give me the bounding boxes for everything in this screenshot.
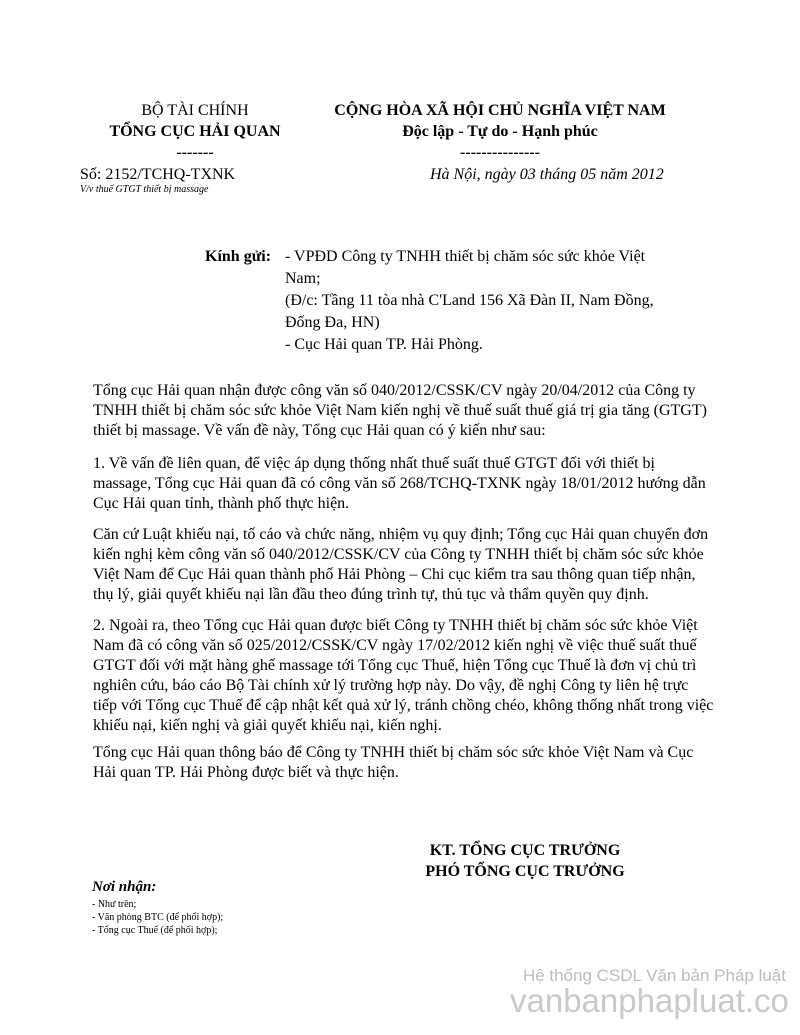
- signature-position: PHÓ TỔNG CỤC TRƯỞNG: [425, 863, 625, 880]
- department-name: TỔNG CỤC HẢI QUAN: [109, 123, 281, 140]
- national-heading: [300, 100, 700, 163]
- paragraph-line: khiếu nại, kiến nghị và giải quyết khiếu nại, kiến nghị.: [93, 717, 442, 734]
- paragraph-line: Tổng cục Hải quan nhận được công văn số 040/2012/CSSK/CV ngày 20/04/2012 của Công ty: [93, 382, 696, 399]
- paragraph-line: TNHH thiết bị chăm sóc sức khỏe Việt Nam kiến nghị về thuế suất thuế giá trị gia tăng (GTGT): [93, 402, 707, 419]
- paragraph-line: 2. Ngoài ra, theo Tổng cục Hải quan được biết Công ty TNHH thiết bị chăm sóc sức khỏe Việt: [93, 617, 698, 634]
- recipient-line: - VPĐD Công ty TNHH thiết bị chăm sóc sức khỏe Việt: [285, 248, 646, 265]
- paragraph-line: 1. Về vấn đề liên quan, để việc áp dụng thống nhất thuế suất thuế GTGT đối với thiết bị: [93, 455, 655, 472]
- receivers-title: Nơi nhận:: [92, 879, 157, 895]
- paragraph-line: thiết bị massage. Về vấn đề này, Tổng cục Hải quan có ý kiến như sau:: [93, 422, 546, 439]
- recipient-line: - Cục Hải quan TP. Hải Phòng.: [285, 336, 483, 353]
- receiver-item: - Như trên;: [92, 899, 137, 910]
- document-number: Số: 2152/TCHQ-TXNK: [80, 166, 236, 183]
- paragraph-line: Cục Hải quan tỉnh, thành phố thực hiện.: [93, 495, 350, 512]
- paragraph-line: Việt Nam để Cục Hải quan thành phố Hải Phòng – Chi cục kiểm tra sau thông quan tiếp nhận,: [93, 566, 696, 583]
- point-2-paragraph: [93, 616, 713, 736]
- basis-paragraph: [93, 525, 713, 605]
- signature-title: KT. TỔNG CỤC TRƯỞNG: [429, 842, 621, 859]
- recipients-label: Kính gửi:: [205, 248, 272, 265]
- paragraph-line: Tổng cục Hải quan thông báo để Công ty TNHH thiết bị chăm sóc sức khỏe Việt Nam và Cục: [93, 744, 694, 761]
- paragraph-line: nghiên cứu, báo cáo Bộ Tài chính xử lý trường hợp này. Do vậy, đề nghị Công ty liên hệ trực: [93, 677, 689, 694]
- watermark-site: vanbanphapluat.co: [510, 982, 789, 1019]
- recipients-list: [285, 246, 705, 356]
- ministry-name: BỘ TÀI CHÍNH: [141, 102, 249, 119]
- paragraph-line: tiếp với Tổng cục Thuế để cập nhật kết quả xử lý, tránh chồng chéo, không thống nhất trong việc: [93, 697, 714, 714]
- intro-paragraph: [93, 381, 713, 441]
- closing-paragraph: [93, 743, 713, 783]
- paragraph-line: Nam đã có công văn số 025/2012/CSSK/CV ngày 17/02/2012 kiến nghị về việc thuế suất thuế: [93, 637, 697, 654]
- motto-divider: ---------------: [460, 144, 540, 161]
- place-date: Hà Nội, ngày 03 tháng 05 năm 2012: [430, 166, 664, 183]
- issuer-block: [80, 100, 310, 163]
- paragraph-line: GTGT đối với mặt hàng ghế massage tới Tổng cục Thuế, hiện Tổng cục Thuế là đơn vị chủ trì: [93, 657, 697, 674]
- recipient-line: (Đ/c: Tầng 11 tòa nhà C'Land 156 Xã Đàn II, Nam Đồng,: [285, 292, 654, 309]
- issuer-divider: -------: [176, 144, 214, 161]
- watermark-caption: Hệ thống CSDL Văn bản Pháp luật: [522, 966, 786, 985]
- point-1-paragraph: [93, 454, 713, 514]
- document-subject: V/v thuế GTGT thiết bị massage: [80, 184, 209, 195]
- national-motto: Độc lập - Tự do - Hạnh phúc: [402, 123, 598, 140]
- recipient-line: Đống Đa, HN): [285, 314, 380, 331]
- paragraph-line: thụ lý, giải quyết khiếu nại lần đầu theo đúng trình tự, thủ tục và thẩm quyền quy định.: [93, 586, 649, 603]
- receiver-item: - Văn phòng BTC (để phối hợp);: [92, 912, 224, 923]
- paragraph-line: kiến nghị kèm công văn số 040/2012/CSSK/CV của Công ty TNHH thiết bị chăm sóc sức khỏe: [93, 546, 704, 563]
- paragraph-line: Hải quan TP. Hải Phòng được biết và thực hiện.: [93, 764, 399, 781]
- recipient-line: Nam;: [285, 270, 321, 287]
- paragraph-line: Căn cứ Luật khiếu nại, tố cáo và chức năng, nhiệm vụ quy định; Tổng cục Hải quan chuyển đơn: [93, 526, 709, 543]
- paragraph-line: massage, Tổng cục Hải quan đã có công văn số 268/TCHQ-TXNK ngày 18/01/2012 hướng dẫn: [93, 475, 706, 492]
- receivers-block: [92, 878, 223, 937]
- country-name: CỘNG HÒA XÃ HỘI CHỦ NGHĨA VIỆT NAM: [334, 102, 666, 119]
- receiver-item: - Tổng cục Thuế (để phối hợp);: [92, 925, 218, 936]
- signature-block: [410, 840, 640, 882]
